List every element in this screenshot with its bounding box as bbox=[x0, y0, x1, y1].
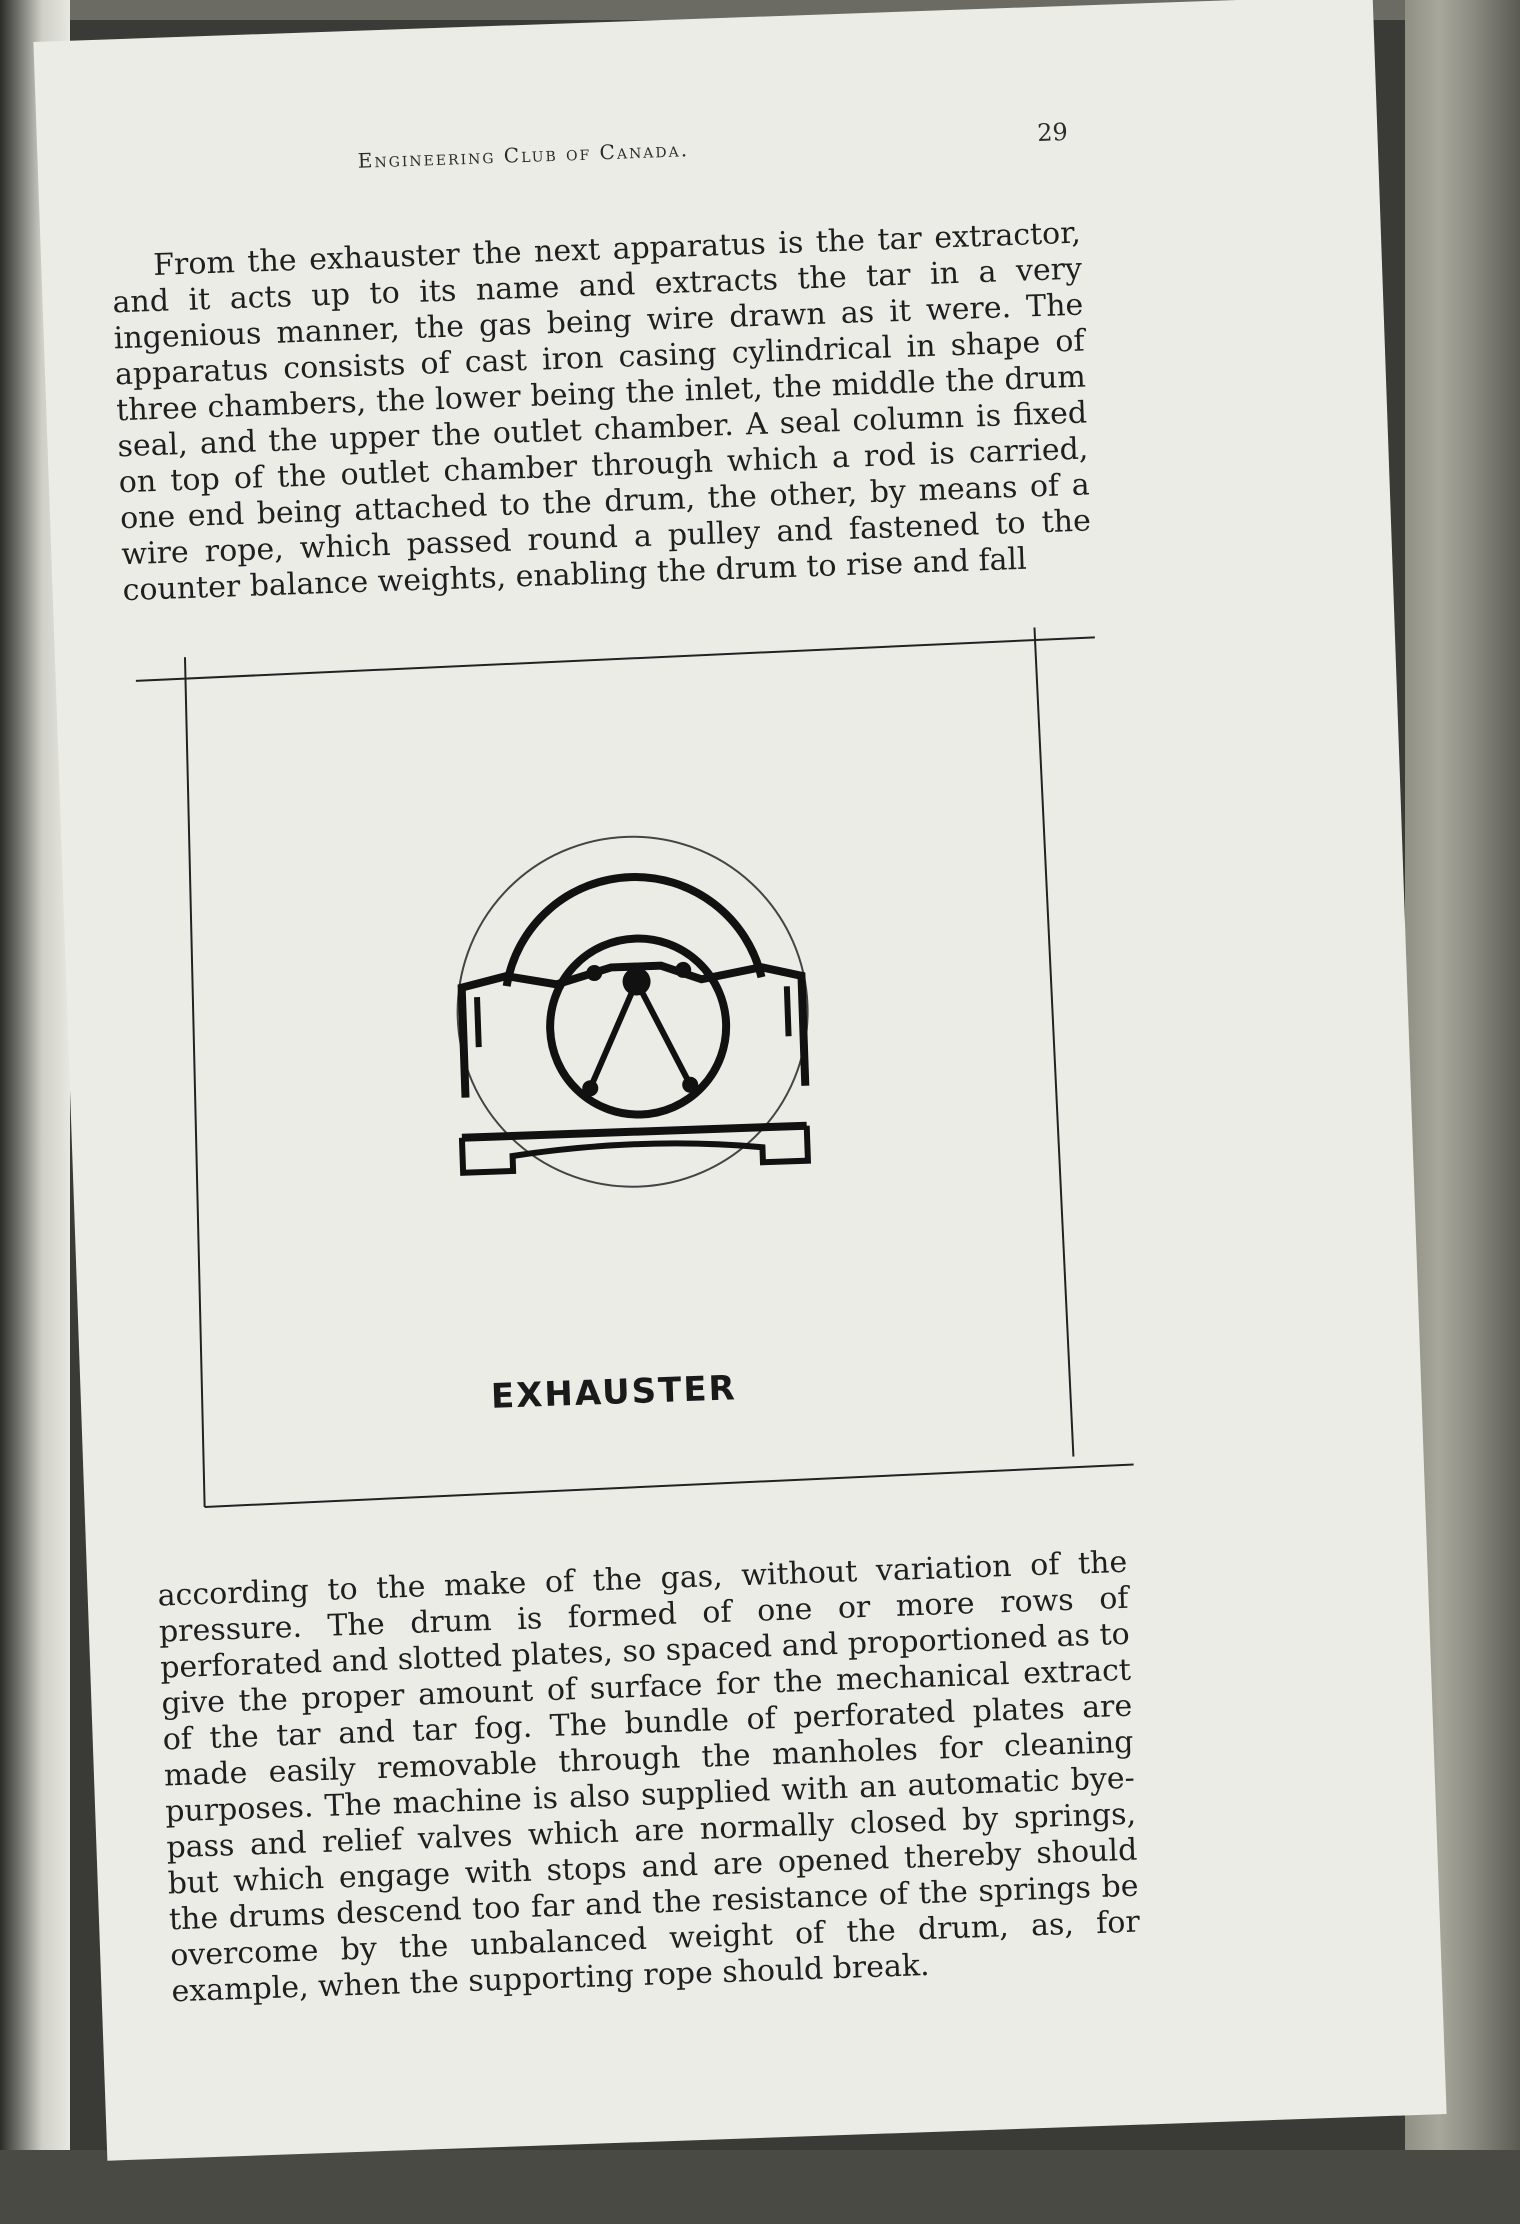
figure-caption: EXHAUSTER bbox=[490, 1368, 738, 1417]
scan-bottom-edge bbox=[0, 2150, 1520, 2224]
figure-exhauster bbox=[135, 625, 1135, 1548]
book-page bbox=[33, 0, 1446, 2161]
exhauster-drawing bbox=[452, 831, 814, 1193]
paragraph-bottom: according to the make of the gas, without variation of the pressure. The drum is formed of one or more rows of perforated and slotted plates, so spaced and proportioned as to give the proper amount of surface for the mechanical extract of the tar and tar fog. The bundle of perforated plates are made easily removable through the manholes for cleaning purposes. The machine is also supplied with an automatic bye-pass and relief valves which are normally closed by springs, but which engage with stops and are opened thereby should the drums descend too far and the resistance of the springs be overcome by the unbalanced weight of the drum, as, for example, when the supporting rope should break. bbox=[157, 1544, 1141, 2010]
page-number: 29 bbox=[1036, 117, 1069, 148]
running-head: Engineering Club of Canada. bbox=[357, 137, 690, 173]
paragraph-top: From the exhauster the next apparatus is the tar extractor, and it acts up to its name and extracts the tar in a very ingenious manner, the gas being wire drawn as it were. The apparatus consists of cast iron casing cylindrical in shape of three chambers, the lower being the inlet, the middle the drum seal, and the upper the outlet chamber. A seal column is fixed on top of the outlet chamber through which a rod is carried, one end being attached to the drum, the other, by means of a wire rope, which passed round a pulley and fastened to the counter balance weights, enabling the drum to rise and fall bbox=[111, 215, 1092, 609]
